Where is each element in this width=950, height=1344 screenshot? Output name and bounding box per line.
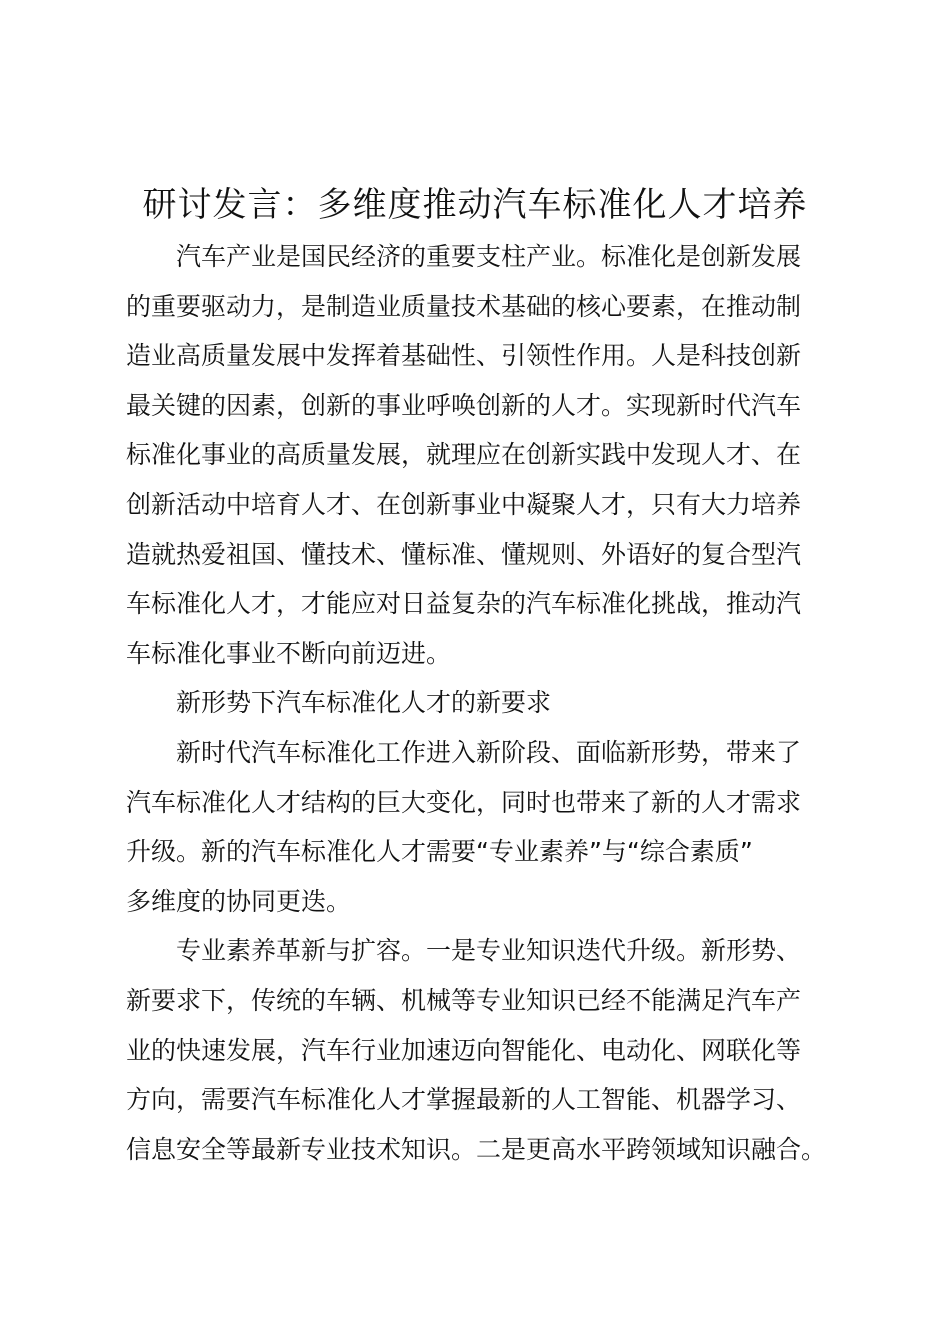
paragraph-line: 造业高质量发展中发挥着基础性、引领性作用。人是科技创新: [126, 341, 802, 371]
paragraph-line: 造就热爱祖国、懂技术、懂标准、懂规则、外语好的复合型汽: [126, 539, 802, 569]
document-body: [126, 232, 832, 1174]
paragraph-line: 多维度的协同更迭。: [126, 886, 352, 916]
paragraph-line: 汽车标准化人才结构的巨大变化，同时也带来了新的人才需求: [126, 787, 802, 817]
section-heading: 新形势下汽车标准化人才的新要求: [176, 688, 552, 718]
paragraph-line: 创新活动中培育人才、在创新事业中凝聚人才，只有大力培养: [126, 489, 802, 519]
paragraph-line: 的重要驱动力，是制造业质量技术基础的核心要素，在推动制: [126, 291, 802, 321]
paragraph-line: 车标准化人才，才能应对日益复杂的汽车标准化挑战，推动汽: [126, 589, 802, 619]
paragraph-line: 标准化事业的高质量发展，就理应在创新实践中发现人才、在: [126, 440, 802, 470]
paragraph-line: 方向，需要汽车标准化人才掌握最新的人工智能、机器学习、: [126, 1085, 802, 1115]
paragraph-line: 车标准化事业不断向前迈进。: [126, 638, 452, 668]
paragraph-line: 信息安全等最新专业技术知识。二是更高水平跨领域知识融合。: [126, 1134, 827, 1164]
paragraph-line: 专业素养革新与扩容。一是专业知识迭代升级。新形势、: [176, 936, 802, 966]
paragraph-line: 业的快速发展，汽车行业加速迈向智能化、电动化、网联化等: [126, 1035, 802, 1065]
paragraph-line: 新要求下，传统的车辆、机械等专业知识已经不能满足汽车产: [126, 985, 802, 1015]
paragraph-line: 升级。新的汽车标准化人才需要“专业素养”与“综合素质”: [126, 837, 753, 867]
document-title: 研讨发言：多维度推动汽车标准化人才培养: [142, 185, 808, 225]
paragraph-line: 最关键的因素，创新的事业呼唤创新的人才。实现新时代汽车: [126, 390, 802, 420]
paragraph-line: 新时代汽车标准化工作进入新阶段、面临新形势，带来了: [176, 737, 802, 767]
paragraph-line: 汽车产业是国民经济的重要支柱产业。标准化是创新发展: [176, 242, 802, 271]
